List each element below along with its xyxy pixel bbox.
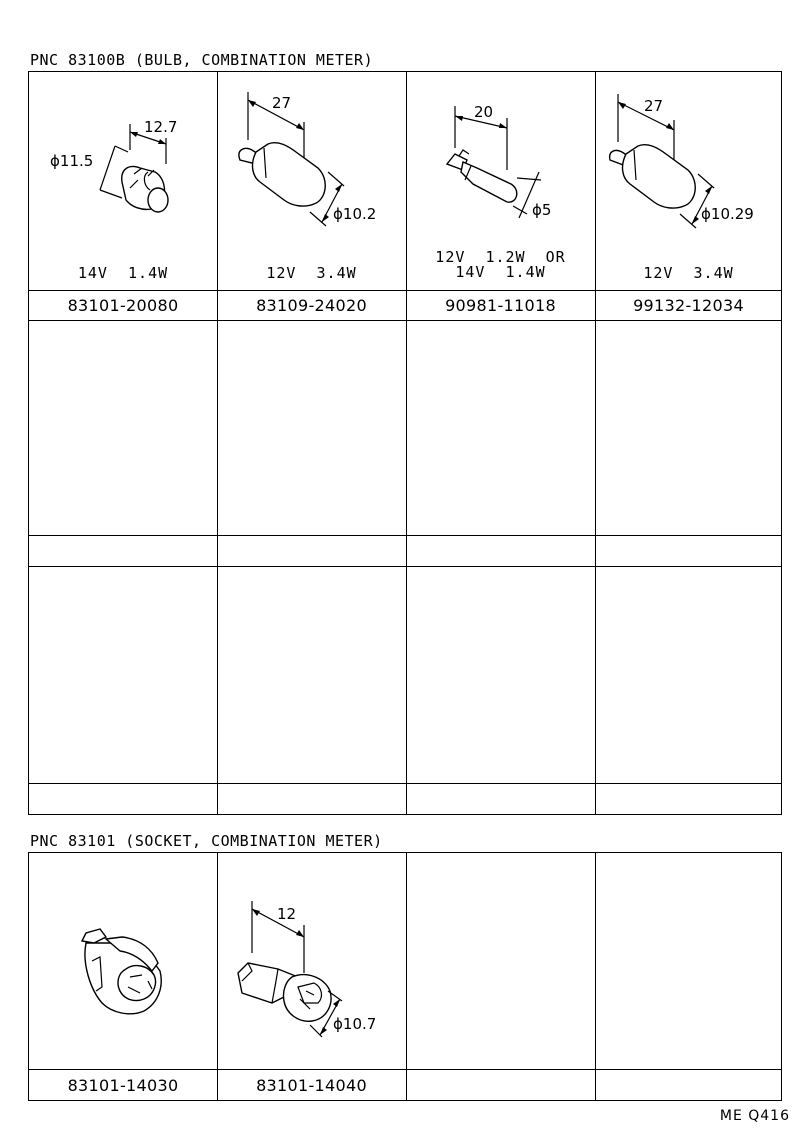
bulb-diagram-4 [596, 72, 781, 290]
bulb-spec-4: 12V 3.4W [643, 264, 734, 282]
dimension-length-4: 27 [644, 97, 664, 115]
bulb-section-heading: PNC 83100B (BULB, COMBINATION METER) [30, 51, 374, 69]
dimension-diameter-2: ϕ10.2 [333, 205, 377, 223]
dimension-length-3: 20 [474, 103, 494, 121]
bulb-part-number-3: 90981-11018 [445, 296, 556, 315]
page-code: ME Q416 [719, 1108, 790, 1124]
dimension-diameter-3: ϕ5 [532, 201, 552, 219]
dimension-diameter-1: ϕ11.5 [50, 152, 94, 170]
socket-part-number-1: 83101-14030 [67, 1076, 179, 1095]
socket-section-heading: PNC 83101 (SOCKET, COMBINATION METER) [30, 832, 383, 850]
bulb-spec-3: 12V 1.2W OR 14V 1.4W [435, 248, 566, 281]
socket-part-number-2: 83101-14040 [256, 1076, 367, 1095]
socket-dimension-length-2: 12 [277, 905, 297, 923]
socket-diagram-2 [218, 853, 405, 1068]
socket-dimension-diameter-2: ϕ10.7 [333, 1015, 377, 1033]
bulb-diagram-1 [30, 72, 216, 290]
socket-diagram-1 [30, 853, 216, 1068]
dimension-length-1: 12.7 [144, 118, 178, 136]
dimension-length-2: 27 [272, 94, 292, 112]
bulb-part-number-1: 83101-20080 [67, 296, 179, 315]
bulb-part-number-4: 99132-12034 [633, 296, 744, 315]
bulb-spec-2: 12V 3.4W [266, 264, 357, 282]
bulb-spec-1: 14V 1.4W [77, 264, 169, 282]
dimension-diameter-4: ϕ10.29 [701, 205, 754, 223]
bulb-diagram-2 [218, 72, 405, 290]
bulb-part-number-2: 83109-24020 [256, 296, 367, 315]
